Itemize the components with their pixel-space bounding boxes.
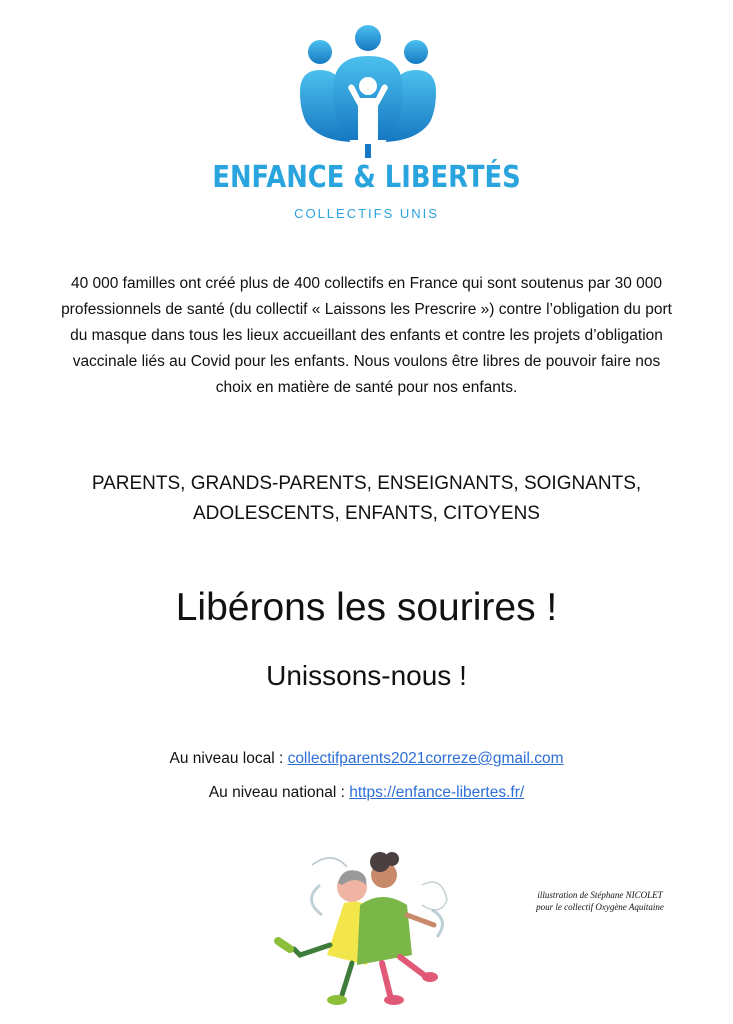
family-figures-logo-icon xyxy=(298,22,438,162)
two-children-hugging-illustration xyxy=(272,845,462,1015)
local-contact-label: Au niveau local : xyxy=(169,750,288,767)
national-contact xyxy=(0,784,733,802)
illustration-credit xyxy=(505,889,695,913)
national-website-link[interactable]: https://enfance-libertes.fr/ xyxy=(349,784,525,801)
national-contact-label: Au niveau national : xyxy=(208,784,350,801)
brand-tagline: COLLECTIFS UNIS xyxy=(294,206,439,221)
audience-line: ADOLESCENTS, ENFANTS, CITOYENS xyxy=(192,503,540,524)
headline: Libérons les sourires ! xyxy=(175,586,558,629)
local-email-link[interactable]: collectifparents2021correze@gmail.com xyxy=(287,750,564,767)
audience-list xyxy=(40,469,693,529)
credit-line: illustration de Stéphane NICOLET xyxy=(537,890,663,900)
audience-line: PARENTS, GRANDS-PARENTS, ENSEIGNANTS, SOIGNANTS, xyxy=(91,473,642,494)
credit-line: pour le collectif Oxygène Aquitaine xyxy=(536,902,664,912)
subheadline: Unissons-nous ! xyxy=(266,660,467,691)
intro-paragraph: 40 000 familles ont créé plus de 400 collectifs en France qui sont soutenus par 30 000 professionnels de santé (du collectif « Laissons les Prescrire ») contre l’obligation du port du masque dans tous les lieux accueillant des enfants et contre les projets d’obligation vaccinale liés au Covid pour les enfants. Nous voulons être libres de pouvoir faire nos choix en matière de santé pour nos enfants. xyxy=(61,275,672,396)
brand-name: ENFANCE & LIBERTÉS xyxy=(212,160,521,195)
local-contact xyxy=(0,750,733,768)
